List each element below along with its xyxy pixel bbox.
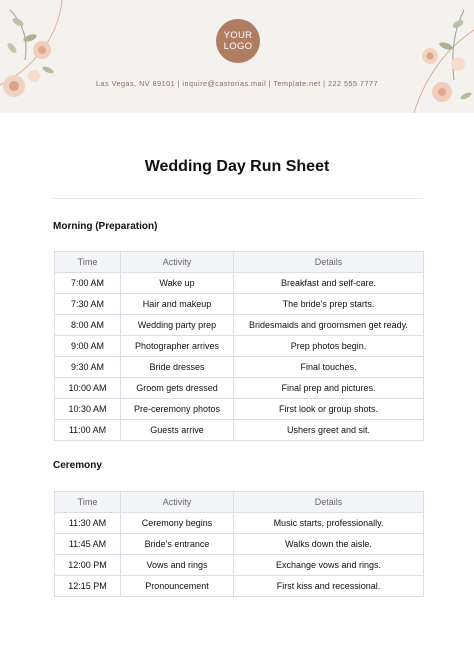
activity-cell: Pre-ceremony photos	[121, 399, 234, 420]
column-header-activity: Activity	[121, 252, 234, 273]
time-cell: 11:00 AM	[55, 420, 121, 441]
column-header-time: Time	[55, 492, 121, 513]
activity-cell: Guests arrive	[121, 420, 234, 441]
time-cell: 11:30 AM	[55, 513, 121, 534]
activity-cell: Wake up	[121, 273, 234, 294]
activity-cell: Groom gets dressed	[121, 378, 234, 399]
details-cell: Breakfast and self-care.	[234, 273, 424, 294]
details-cell: Prep photos begin.	[234, 336, 424, 357]
table-row	[55, 315, 424, 336]
time-cell: 9:00 AM	[55, 336, 121, 357]
table-row	[55, 378, 424, 399]
table-row	[55, 294, 424, 315]
company-logo	[216, 19, 260, 63]
table-row	[55, 555, 424, 576]
time-cell: 7:30 AM	[55, 294, 121, 315]
table-header-row	[55, 252, 424, 273]
time-cell: 9:30 AM	[55, 357, 121, 378]
activity-cell: Vows and rings	[121, 555, 234, 576]
column-header-details: Details	[234, 492, 424, 513]
column-header-details: Details	[234, 252, 424, 273]
details-cell: Exchange vows and rings.	[234, 555, 424, 576]
time-cell: 10:30 AM	[55, 399, 121, 420]
table-row	[55, 336, 424, 357]
activity-cell: Bride's entrance	[121, 534, 234, 555]
activity-cell: Wedding party prep	[121, 315, 234, 336]
details-cell: Ushers greet and sit.	[234, 420, 424, 441]
floral-decoration-icon	[0, 0, 110, 113]
details-cell: First kiss and recessional.	[234, 576, 424, 597]
activity-cell: Photographer arrives	[121, 336, 234, 357]
time-cell: 12:15 PM	[55, 576, 121, 597]
details-cell: Final prep and pictures.	[234, 378, 424, 399]
table-header-row	[55, 492, 424, 513]
details-cell: Final touches.	[234, 357, 424, 378]
page-title: Wedding Day Run Sheet	[144, 158, 330, 175]
time-cell: 11:45 AM	[55, 534, 121, 555]
activity-cell: Hair and makeup	[121, 294, 234, 315]
morning-schedule-table	[54, 251, 424, 441]
table-row	[55, 576, 424, 597]
contact-info: Las Vegas, NV 89101 | inquire@castorias.mail | Template.net | 222 555 7777	[96, 79, 378, 88]
activity-cell: Bride dresses	[121, 357, 234, 378]
table-row	[55, 273, 424, 294]
floral-decoration-icon	[354, 0, 474, 113]
table-row	[55, 513, 424, 534]
table-row	[55, 399, 424, 420]
time-cell: 10:00 AM	[55, 378, 121, 399]
logo-text-line1: YOUR	[223, 30, 253, 41]
details-cell: Bridesmaids and groomsmen get ready.	[234, 315, 424, 336]
letterhead	[0, 0, 474, 113]
details-cell: First look or group shots.	[234, 399, 424, 420]
column-header-time: Time	[55, 252, 121, 273]
ceremony-schedule-table	[54, 491, 424, 597]
column-header-activity: Activity	[121, 492, 234, 513]
activity-cell: Ceremony begins	[121, 513, 234, 534]
section-heading-ceremony: Ceremony	[53, 460, 102, 471]
table-row	[55, 357, 424, 378]
details-cell: Music starts, professionally.	[234, 513, 424, 534]
table-row	[55, 420, 424, 441]
details-cell: The bride's prep starts.	[234, 294, 424, 315]
section-heading-morning: Morning (Preparation)	[53, 221, 158, 232]
logo-text-line2: LOGO	[223, 41, 253, 52]
time-cell: 8:00 AM	[55, 315, 121, 336]
time-cell: 12:00 PM	[55, 555, 121, 576]
title-divider	[53, 198, 423, 199]
time-cell: 7:00 AM	[55, 273, 121, 294]
table-row	[55, 534, 424, 555]
activity-cell: Pronouncement	[121, 576, 234, 597]
details-cell: Walks down the aisle.	[234, 534, 424, 555]
